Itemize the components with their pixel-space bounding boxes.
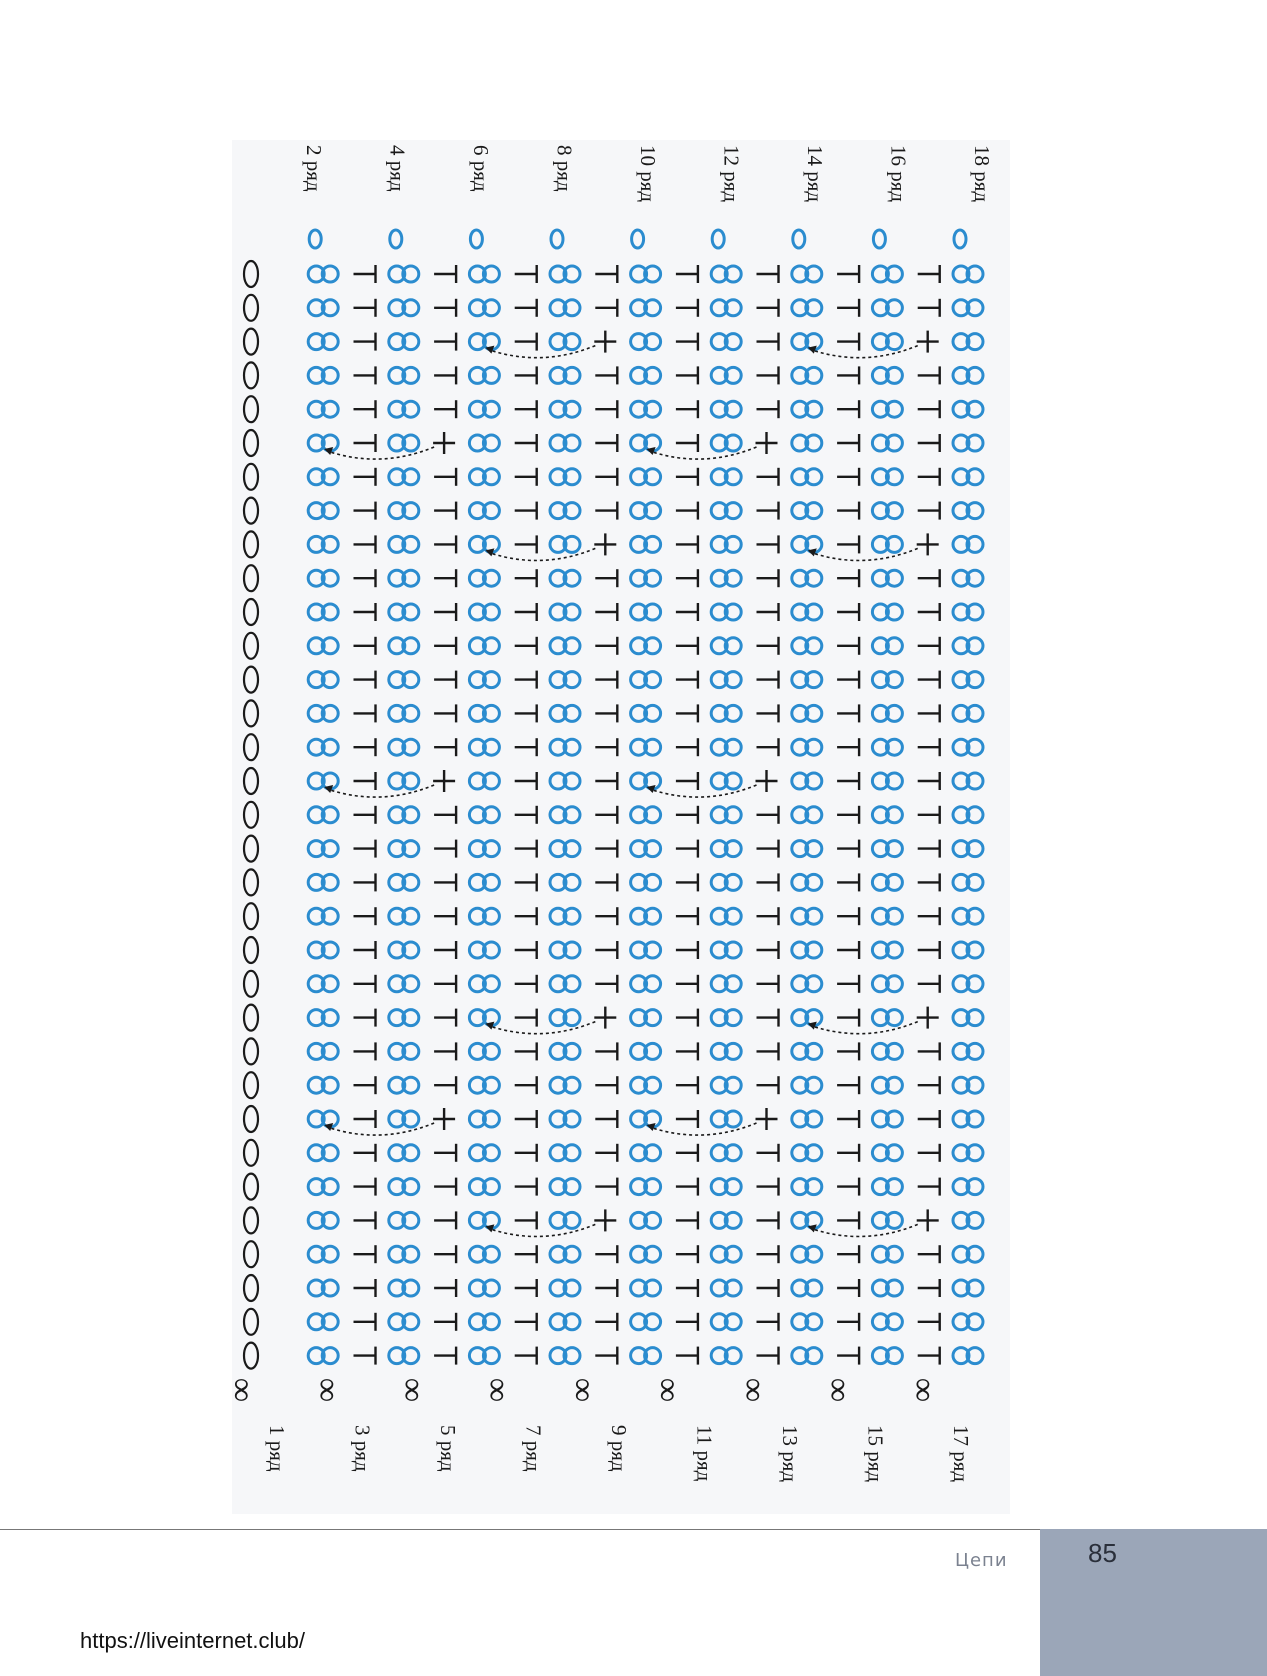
footer-divider [0,1529,1040,1530]
row-label-left: 5 ряд [436,1425,460,1472]
row-label-left: 15 ряд [863,1425,888,1483]
row-label-right: 12 ряд [719,145,744,203]
source-url[interactable]: https://liveinternet.club/ [80,1628,306,1653]
row-label-left: 1 ряд [265,1425,289,1472]
chain-end-symbol: ∞ [479,1377,517,1403]
chain-end-symbol: ∞ [308,1377,346,1403]
chain-end-symbol: ∞ [564,1377,602,1403]
chain-end-symbol: ∞ [394,1377,432,1403]
chart-background [232,140,1010,1514]
row-label-left: 17 ряд [949,1425,973,1483]
section-title: Цепи [955,1550,1008,1571]
row-label-right: 16 ряд [886,145,911,203]
chain-end-symbol: ∞ [734,1377,772,1403]
row-label-right: 10 ряд [636,145,660,203]
chain-end-symbol: ∞ [649,1377,687,1403]
row-label-right: 2 ряд [302,145,326,192]
row-label-right: 4 ряд [385,145,410,192]
row-label-left: 7 ряд [521,1425,546,1472]
page-number: 85 [1088,1538,1117,1568]
row-label-right: 6 ряд [469,145,493,192]
row-label-left: 3 ряд [350,1425,375,1472]
page-number-box [1040,1529,1267,1676]
row-label-left: 11 ряд [692,1425,717,1482]
chain-end-symbol: ∞ [223,1377,261,1403]
chain-end-symbol: ∞ [905,1377,943,1403]
chain-end-symbol: ∞ [820,1377,858,1403]
row-label-left: 13 ряд [778,1425,802,1483]
row-label-right: 14 ряд [803,145,827,203]
row-label-right: 8 ряд [552,145,577,192]
row-label-right: 18 ряд [970,145,994,203]
row-label-left: 9 ряд [607,1425,631,1472]
